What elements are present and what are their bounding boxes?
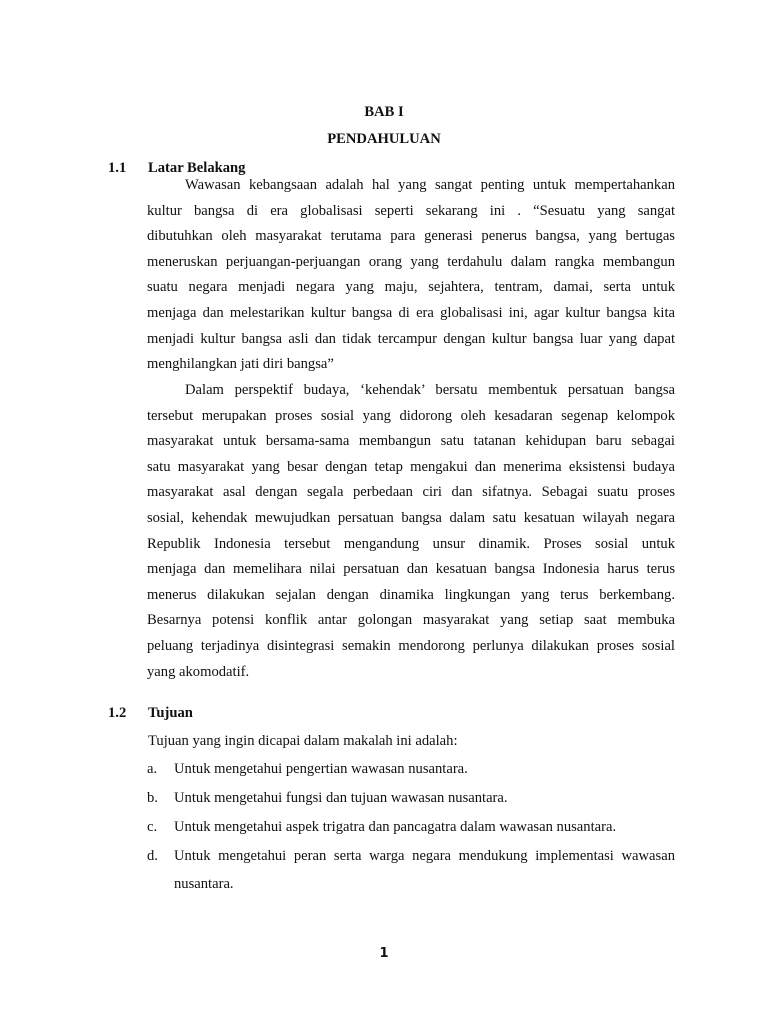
paragraph-1-line	[147, 199, 675, 225]
list-item-text: nusantara.	[174, 876, 234, 892]
page-number: 1	[379, 946, 389, 961]
paragraph-1	[147, 173, 675, 378]
paragraph-2-line: Republik Indonesia tersebut mengandung unsur dinamik. Proses sosial untuk	[147, 535, 675, 552]
paragraph-1-line: Wawasan kebangsaan adalah hal yang sangat penting untuk mempertahankan	[185, 177, 675, 193]
paragraph-2-line: menerus dilakukan sejalan dengan dinamika lingkungan yang terus berkembang.	[147, 586, 675, 603]
chapter-title: PENDAHULUAN	[327, 131, 441, 147]
paragraph-2-line: masyarakat untuk bersama-sama membangun satu tatanan kehidupan baru sebagai	[147, 433, 675, 450]
chapter-number: BAB I	[364, 104, 404, 120]
paragraph-2-line: yang akomodatif.	[147, 663, 250, 680]
paragraph-2-line: Besarnya potensi konflik antar golongan masyarakat yang setiap saat membuka	[147, 612, 675, 629]
section-2-intro: Tujuan yang ingin dicapai dalam makalah ini adalah:	[148, 733, 458, 749]
list-marker: a.	[147, 761, 158, 777]
paragraph-2-line: masyarakat asal dengan segala perbedaan ciri dan sifatnya. Sebagai suatu proses	[147, 484, 675, 501]
paragraph-1-line-text: kultur bangsa di era globalisasi seperti sekarang ini . “Sesuatu yang sangat	[147, 202, 675, 219]
paragraph-2-line: tersebut merupakan proses sosial yang didorong oleh kesadaran segenap kelompok	[147, 407, 675, 424]
list-item-text: Untuk mengetahui aspek trigatra dan pancagatra dalam wawasan nusantara.	[174, 819, 617, 835]
paragraph-2	[147, 378, 675, 685]
paragraph-1-line: dibutuhkan oleh masyarakat terutama para generasi penerus bangsa, yang bertugas	[147, 228, 675, 245]
paragraph-1-line: meneruskan perjuangan-perjuangan orang yang terdahulu dalam rangka membangun	[147, 253, 675, 270]
section-1-title: Latar Belakang	[148, 160, 246, 176]
list-item-text: Untuk mengetahui peran serta warga negara mendukung implementasi wawasan	[174, 848, 675, 864]
paragraph-1-line: menjadi kultur bangsa asli dan tidak tercampur dengan kultur bangsa luar yang dapat	[147, 330, 675, 347]
paragraph-2-line: menjaga dan memelihara nilai persatuan dan kesatuan bangsa Indonesia harus terus	[147, 561, 675, 578]
section-2-title: Tujuan	[148, 705, 193, 721]
paragraph-1-line: menjaga dan melestarikan kultur bangsa di era globalisasi ini, agar kultur bangsa kita	[147, 304, 675, 321]
list-marker: c.	[147, 819, 158, 835]
paragraph-2-line: sosial, kehendak mewujudkan persatuan bangsa dalam satu kesatuan wilayah negara	[147, 509, 675, 526]
paragraph-2-line: peluang terjadinya disintegrasi semakin mendorong perlunya dilakukan proses sosial	[147, 637, 675, 654]
paragraph-1-line: menghilangkan jati diri bangsa”	[147, 356, 334, 373]
list-item-text: Untuk mengetahui pengertian wawasan nusantara.	[174, 761, 468, 777]
paragraph-2-line: satu masyarakat yang besar dengan tetap mengakui dan menerima eksistensi budaya	[147, 458, 675, 475]
section-1-number: 1.1	[108, 160, 127, 176]
list-marker: d.	[147, 848, 158, 864]
paragraph-1-line: suatu negara menjadi negara yang maju, sejahtera, tentram, damai, serta untuk	[147, 279, 675, 296]
list-item-text: Untuk mengetahui fungsi dan tujuan wawasan nusantara.	[174, 790, 508, 806]
paragraph-2-line: Dalam perspektif budaya, ‘kehendak’ bersatu membentuk persatuan bangsa	[185, 382, 675, 398]
list-marker: b.	[147, 790, 158, 806]
section-2-number: 1.2	[108, 705, 127, 721]
